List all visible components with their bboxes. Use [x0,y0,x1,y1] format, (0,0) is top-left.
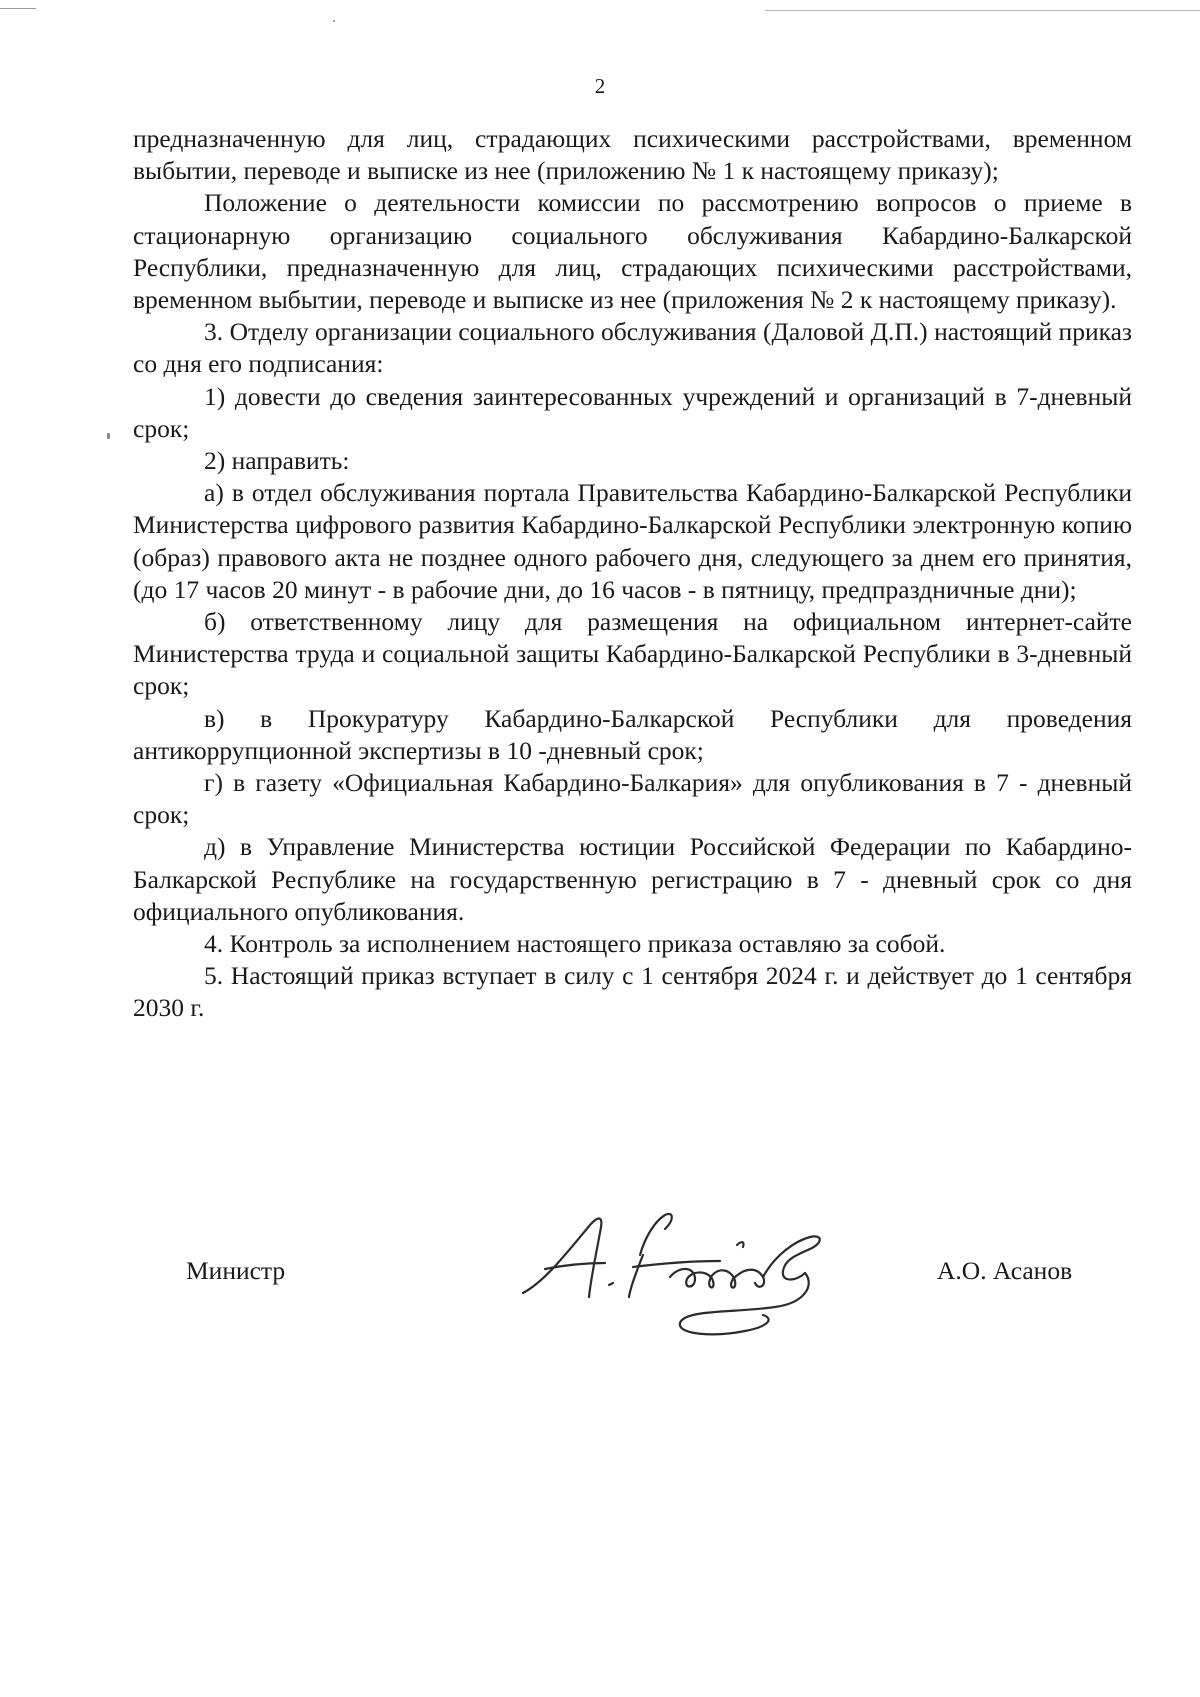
paragraph-item-5: 5. Настоящий приказ вступает в силу с 1 сентября 2024 г. и действует до 1 сентября 2030 г. [133,961,1132,1023]
scan-edge-line-left [0,8,36,9]
paragraph-item-4: 4. Контроль за исполнением настоящего приказа оставляю за собой. [204,929,946,959]
page-number: 2 [594,74,606,98]
paragraph-item-3-2: 2) направить: [204,446,350,476]
paragraph-commission-regulation: Положение о деятельности комиссии по рассмотрению вопросов о приеме в стационарную организацию социального обслуживания Кабардино-Балкарской Республики, предназначенную для лиц, страдающих психическими расстройствами, временном выбытии, переводе и выписке из нее (приложения № 2 к настоящему приказу). [133,188,1132,315]
paragraph-continuation: предназначенную для лиц, страдающих психическими расстройствами, временном выбытии, переводе и выписке из нее (приложению № 1 к настоящему приказу); [133,124,1132,186]
scan-edge-line-right [765,10,1200,11]
paragraph-item-3-2-a: а) в отдел обслуживания портала Правительства Кабардино-Балкарской Республики Министерства цифрового развития Кабардино-Балкарской Республики электронную копию (образ) правового акта не позднее одного рабочего дня, следующего за днем его принятия, (до 17 часов 20 минут - в рабочие дни, до 16 часов - в пятницу, предпраздничные дни); [133,478,1132,604]
paragraph-item-3-2-v: в) в Прокуратуру Кабардино-Балкарской Республики для проведения антикоррупционной экспертизы в 10 -дневный срок; [133,703,1132,765]
document-body [133,123,1132,1025]
paragraph-item-3: 3. Отделу организации социального обслуживания (Даловой Д.П.) настоящий приказ со дня его подписания: [133,317,1132,379]
paragraph-item-3-2-g: г) в газету «Официальная Кабардино-Балкария» для опубликования в 7 - дневный срок; [133,768,1132,830]
scan-speck [107,433,110,439]
paragraph-item-3-1: 1) довести до сведения заинтересованных учреждений и организаций в 7-дневный срок; [133,381,1132,443]
paragraph-item-3-2-d: д) в Управление Министерства юстиции Российской Федерации по Кабардино-Балкарской Республике на государственную регистрацию в 7 - дневный срок со дня официального опубликования. [133,832,1132,926]
paragraph-item-3-2-b: б) ответственному лицу для размещения на официальном интернет-сайте Министерства труда и социальной защиты Кабардино-Балкарской Республики в 3-дневный срок; [133,607,1132,701]
handwritten-signature-icon [505,1185,860,1345]
signatory-name: А.О. Асанов [937,1256,1073,1285]
scan-speck [333,20,335,22]
signatory-position: Министр [186,1256,286,1285]
